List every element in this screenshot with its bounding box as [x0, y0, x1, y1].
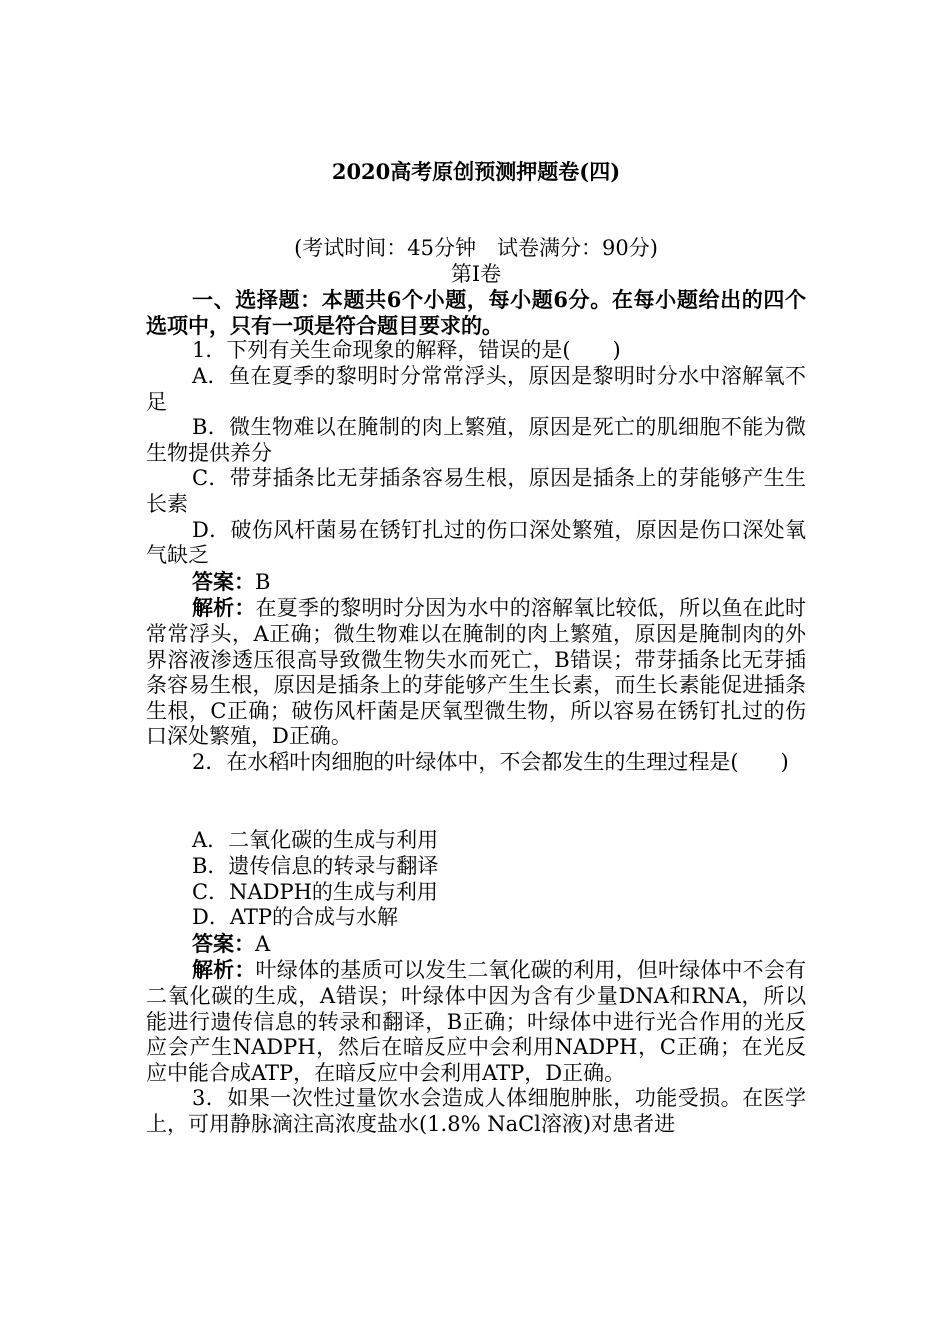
blank-gap [146, 775, 806, 828]
question-2-answer [146, 931, 806, 958]
question-2-option-c: C．NADPH的生成与利用 [192, 879, 438, 904]
question-3-stem: 3．如果一次性过量饮水会造成人体细胞肿胀，功能受损。在医学上，可用静脉滴注高浓度盐水(1.8% NaCl溶液)对患者进 [146, 1086, 806, 1136]
analysis-label: 解析： [192, 957, 256, 983]
question-1-option-d: D．破伤风杆菌易在锈钉扎过的伤口深处繁殖，原因是伤口深处氧气缺乏 [146, 517, 806, 568]
question-1-analysis [146, 595, 806, 750]
answer-label: 答案： [192, 568, 255, 594]
answer-label: 答案： [192, 930, 255, 956]
question-1-option-c: C．带芽插条比无芽插条容易生根，原因是插条上的芽能够产生生长素 [146, 466, 806, 516]
question-1-option-b: B．微生物难以在腌制的肉上繁殖，原因是死亡的肌细胞不能为微生物提供养分 [146, 415, 806, 465]
analysis-text: 在夏季的黎明时分因为水中的溶解氧比较低，所以鱼在此时常常浮头，A正确；微生物难以在腌制的肉上繁殖，原因是腌制肉的外界溶液渗透压很高导致微生物失水而死亡，B错误；带芽插条比无芽插条容易生根，原因是插条上的芽能够产生生长素，而生长素能促进插条生根，C正确；破伤风杆菌是厌氧型微生物，所以容易在锈钉扎过的伤口深处繁殖，D正确。 [146, 596, 807, 749]
analysis-text: 叶绿体的基质可以发生二氧化碳的利用，但叶绿体中不会有二氧化碳的生成，A错误；叶绿体中因为含有少量DNA和RNA，所以能进行遗传信息的转录和翻译，B正确；叶绿体中进行光合作用的光反应会产生NADPH，然后在暗反应中会利用NADPH，C正确；在光反应中能合成ATP，在暗反应中会利用ATP，D正确。 [146, 958, 807, 1085]
question-2-option-b: B．遗传信息的转录与翻译 [192, 854, 439, 879]
question-1-stem: 1．下列有关生命现象的解释，错误的是( ) [192, 338, 621, 363]
answer-value: A [255, 931, 271, 956]
question-2-stem: 2．在水稻叶肉细胞的叶绿体中，不会都发生的生理过程是( ) [192, 749, 789, 774]
question-1-answer [146, 569, 806, 596]
analysis-label: 解析： [192, 595, 256, 621]
section-instruction: 一、选择题：本题共6个小题，每小题6分。在每小题给出的四个选项中，只有一项是符合题目要求的。 [146, 287, 806, 338]
question-2-analysis [146, 957, 806, 1086]
question-2-option-a: A．二氧化碳的生成与利用 [192, 828, 439, 853]
document-title: 2020高考原创预测押题卷(四) [331, 159, 621, 184]
exam-info: (考试时间：45分钟 试卷满分：90分) [294, 236, 658, 260]
question-2-option-d: D．ATP的合成与水解 [192, 905, 398, 930]
answer-value: B [255, 569, 271, 594]
section-heading: 第Ⅰ卷 [450, 261, 502, 286]
question-1-option-a: A．鱼在夏季的黎明时分常常浮头，原因是黎明时分水中溶解氧不足 [146, 363, 806, 414]
document-body [146, 236, 806, 1138]
